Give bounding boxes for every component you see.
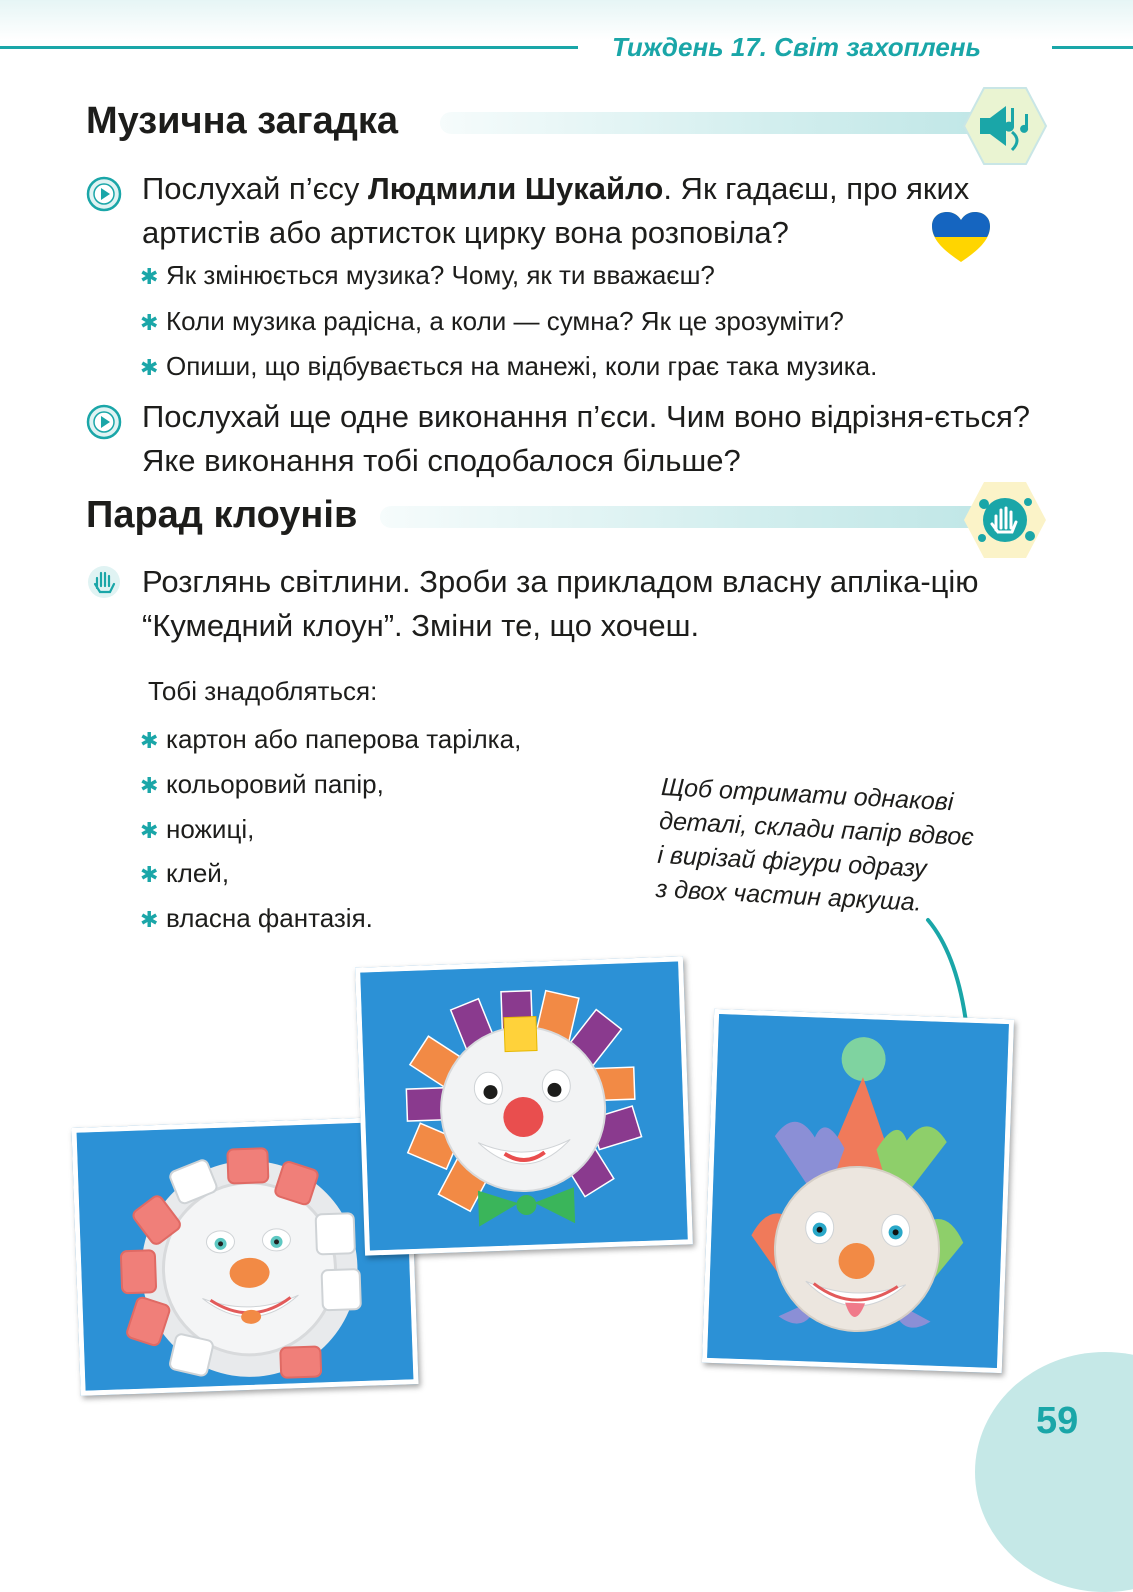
section-title-music: Музична загадка [86, 100, 398, 142]
section-bar [440, 112, 1000, 134]
header-line-right [1052, 46, 1133, 49]
star-bullet-icon: ✱ [140, 773, 159, 798]
star-bullet-icon: ✱ [140, 907, 159, 932]
material-item: ножиці, [166, 814, 255, 844]
material-item: клей, [166, 858, 230, 888]
tip-line: деталі, склади папір вдвоє [658, 806, 975, 852]
question-item: Коли музика радісна, а коли — сумна? Як це зрозуміти? [166, 306, 844, 336]
instruction-listen-again: Послухай ще одне виконання п’єси. Чим воно відрізня-ється? Яке виконання тобі сподобалося більше? [142, 399, 1030, 478]
header-line-left [0, 46, 578, 49]
star-bullet-icon: ✱ [140, 818, 159, 843]
music-loudspeaker-icon [962, 86, 1048, 166]
star-bullet-icon: ✱ [140, 264, 159, 289]
play-audio-icon[interactable] [86, 176, 122, 212]
section-title-clowns: Парад клоунів [86, 494, 358, 536]
paint-hand-icon [962, 480, 1048, 560]
tip-line: з двох частин аркуша. [655, 874, 923, 917]
play-audio-icon[interactable] [86, 404, 122, 440]
composer-name: Людмили Шукайло [368, 171, 664, 206]
star-bullet-icon: ✱ [140, 310, 159, 335]
page-number: 59 [1036, 1400, 1079, 1442]
clown-photo-hat [702, 1009, 1014, 1373]
page-corner [975, 1352, 1133, 1592]
header-title: Тиждень 17. Світ захоплень [612, 32, 981, 62]
tip-line: і вирізай фігури одразу [656, 840, 928, 883]
question-item: Опиши, що відбувається на манежі, коли грає така музика. [166, 351, 878, 381]
instruction-listen [142, 167, 1062, 255]
text-fragment: . Як гадаєш, про яких артистів або артисток цирку вона розповіла? [142, 171, 970, 250]
tip-note [655, 770, 1062, 927]
materials-label: Тобі знадобляться: [148, 676, 378, 706]
clown-photo-folded-rays [355, 956, 693, 1255]
instruction-look-photos: Розглянь світлини. Зроби за прикладом власну апліка-цію “Кумедний клоун”. Зміни те, що хочеш. [142, 564, 979, 643]
section-bar [380, 506, 1000, 528]
star-bullet-icon: ✱ [140, 355, 159, 380]
material-item: власна фантазія. [166, 903, 373, 933]
hand-icon [86, 564, 122, 600]
tip-line: Щоб отримати однакові [660, 772, 955, 817]
question-item: Як змінюється музика? Чому, як ти вважаєш? [166, 260, 715, 290]
material-item: картон або паперова тарілка, [166, 724, 522, 754]
text-fragment: Послухай п’єсу [142, 171, 369, 206]
ukraine-heart-icon [930, 210, 992, 264]
material-item: кольоровий папір, [166, 769, 384, 799]
star-bullet-icon: ✱ [140, 728, 159, 753]
star-bullet-icon: ✱ [140, 862, 159, 887]
